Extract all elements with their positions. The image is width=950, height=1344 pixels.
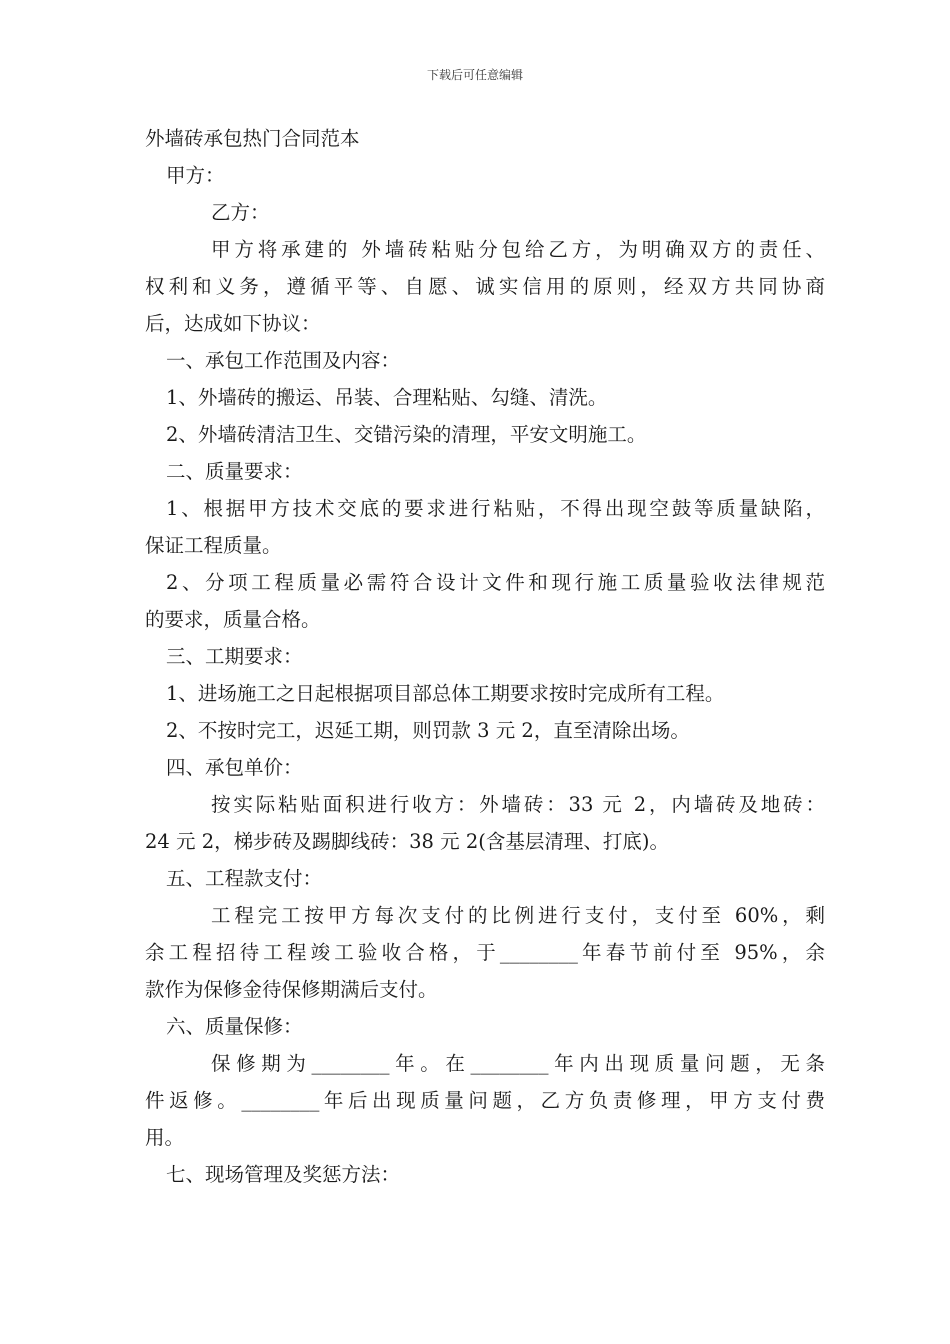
section-1-heading: 一、承包工作范围及内容：: [166, 349, 401, 372]
section-3-item-2: 2、不按时完工，迟延工期，则罚款 3 元 2，直至清除出场。: [166, 719, 690, 742]
section-1-item-1: 1、外墙砖的搬运、吊装、合理粘贴、勾缝、清洗。: [166, 386, 608, 409]
section-4-line-1: 按实际粘贴面积进行收方：外墙砖：33 元 2，内墙砖及地砖：: [211, 793, 825, 816]
section-5-line-3: 款作为保修金待保修期满后支付。: [145, 978, 438, 1001]
section-5-line-1: 工程完工按甲方每次支付的比例进行支付，支付至 60%，剩: [211, 904, 825, 927]
section-3-heading: 三、工期要求：: [166, 645, 303, 668]
party-a-label: 甲方：: [166, 164, 225, 187]
section-4-heading: 四、承包单价：: [166, 756, 303, 779]
section-2-heading: 二、质量要求：: [166, 460, 303, 483]
section-2-item-2-line-2: 的要求，质量合格。: [145, 608, 321, 631]
document-title: 外墙砖承包热门合同范本: [145, 127, 360, 150]
section-2-item-2-line-1: 2、分项工程质量必需符合设计文件和现行施工质量验收法律规范: [166, 571, 825, 594]
section-2-item-1-line-1: 1、根据甲方技术交底的要求进行粘贴，不得出现空鼓等质量缺陷，: [166, 497, 825, 520]
section-4-line-2: 24 元 2，梯步砖及踢脚线砖：38 元 2(含基层清理、打底)。: [145, 830, 669, 853]
section-6-line-2: 件返修。________年后出现质量问题，乙方负责修理，甲方支付费: [145, 1089, 825, 1112]
section-1-item-2: 2、外墙砖清洁卫生、交错污染的清理，平安文明施工。: [166, 423, 647, 446]
section-6-line-3: 用。: [145, 1126, 185, 1149]
section-6-line-1: 保修期为________年。在________年内出现质量问题，无条: [211, 1052, 825, 1075]
party-b-label: 乙方：: [211, 201, 270, 224]
section-7-heading: 七、现场管理及奖惩方法：: [166, 1163, 401, 1186]
section-5-heading: 五、工程款支付：: [166, 867, 323, 890]
intro-line-2: 权利和义务，遵循平等、自愿、诚实信用的原则，经双方共同协商: [145, 275, 825, 298]
intro-line-3: 后，达成如下协议：: [145, 312, 321, 335]
section-3-item-1: 1、进场施工之日起根据项目部总体工期要求按时完成所有工程。: [166, 682, 725, 705]
section-6-heading: 六、质量保修：: [166, 1015, 303, 1038]
page-header-note: 下载后可任意编辑: [426, 68, 523, 82]
intro-line-1: 甲方将承建的 外墙砖粘贴分包给乙方，为明确双方的责任、: [211, 238, 825, 261]
section-5-line-2: 余工程招待工程竣工验收合格，于________年春节前付至 95%，余: [145, 941, 825, 964]
contract-document: [145, 120, 825, 1193]
section-2-item-1-line-2: 保证工程质量。: [145, 534, 282, 557]
